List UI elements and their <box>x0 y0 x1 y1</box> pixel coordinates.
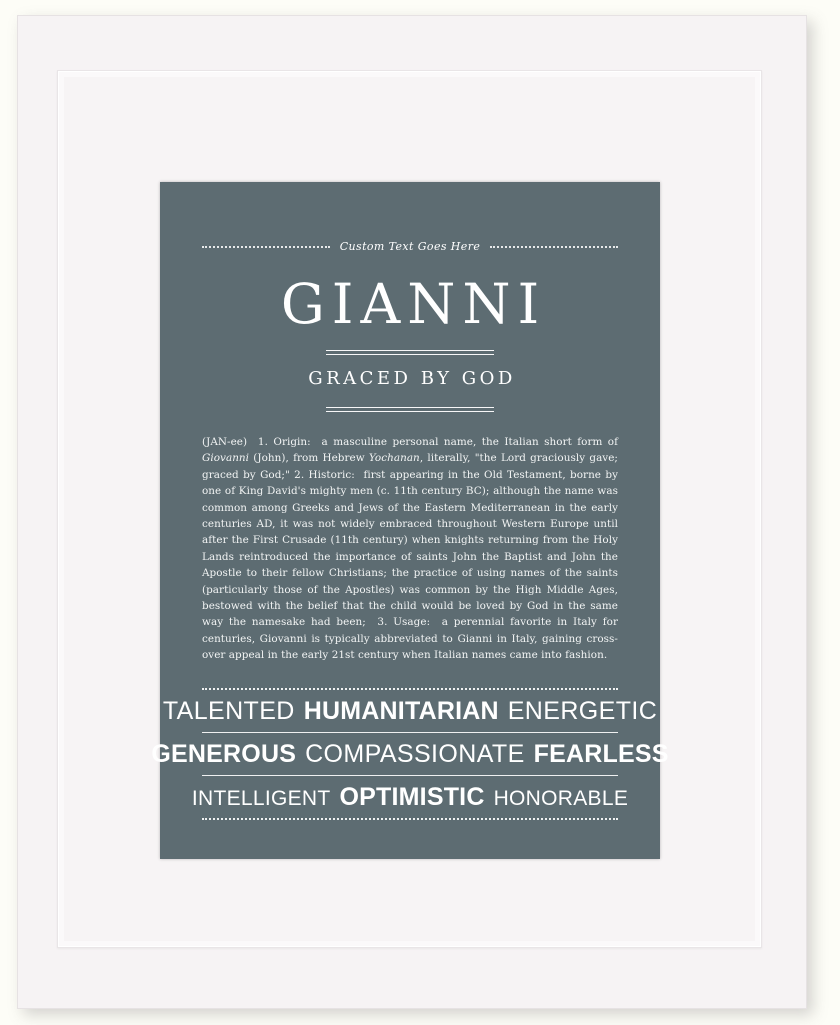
trait-row <box>162 690 658 732</box>
trait-word: ENERGETIC <box>507 696 658 725</box>
double-rule-divider-lower <box>326 407 494 412</box>
trait-word: OPTIMISTIC <box>339 782 485 811</box>
double-rule-divider <box>326 350 494 355</box>
traits-bottom-dotted-rule <box>202 818 618 820</box>
trait-word: HUMANITARIAN <box>303 696 499 725</box>
trait-word: TALENTED <box>162 696 295 725</box>
trait-word: FEARLESS <box>533 739 669 768</box>
name-title: GIANNI <box>280 272 547 336</box>
trait-row <box>151 733 669 775</box>
name-art-poster <box>151 182 669 859</box>
trait-row <box>191 776 629 818</box>
dotted-divider-left <box>202 246 330 248</box>
dotted-divider-right <box>490 246 618 248</box>
trait-word: HONORABLE <box>493 786 629 810</box>
trait-word: INTELLIGENT <box>191 786 331 810</box>
name-meaning: GRACED BY GOD <box>308 368 516 389</box>
custom-text: Custom Text Goes Here <box>339 240 481 253</box>
name-definition: (JAN-ee) 1. Origin: a masculine personal name, the Italian short form of Giovanni (John), from Hebrew Yochanan, literally, "the Lord graciously gave; graced by God;" 2. Historic: first appearing in the Old Testament, borne by one of King David's mighty men (c. 11th century BC); although the name was common among Greeks and Jews of the Eastern Mediterranean in the early centuries AD, it was not widely embraced throughout Western Europe until after the First Crusade (11th century) when knights returning from the Holy Lands reintroduced the importance of saints John the Baptist and John the Apostle to their fellow Christians; the practice of using names of the saints (particularly those of the Apostles) was common by the High Middle Ages, bestowed with the belief that the child would be loved by God in the same way the namesake had been; 3. Usage: a perennial favorite in Italy for centuries, Giovanni is typically abbreviated to Gianni in Italy, gaining cross-over appeal in the early 21st century when Italian names came into fashion. <box>202 436 618 662</box>
trait-word: COMPASSIONATE <box>305 739 525 768</box>
custom-text-row <box>202 240 618 253</box>
trait-word: GENEROUS <box>151 739 297 768</box>
picture-frame <box>17 15 807 1009</box>
traits-block <box>151 688 669 820</box>
